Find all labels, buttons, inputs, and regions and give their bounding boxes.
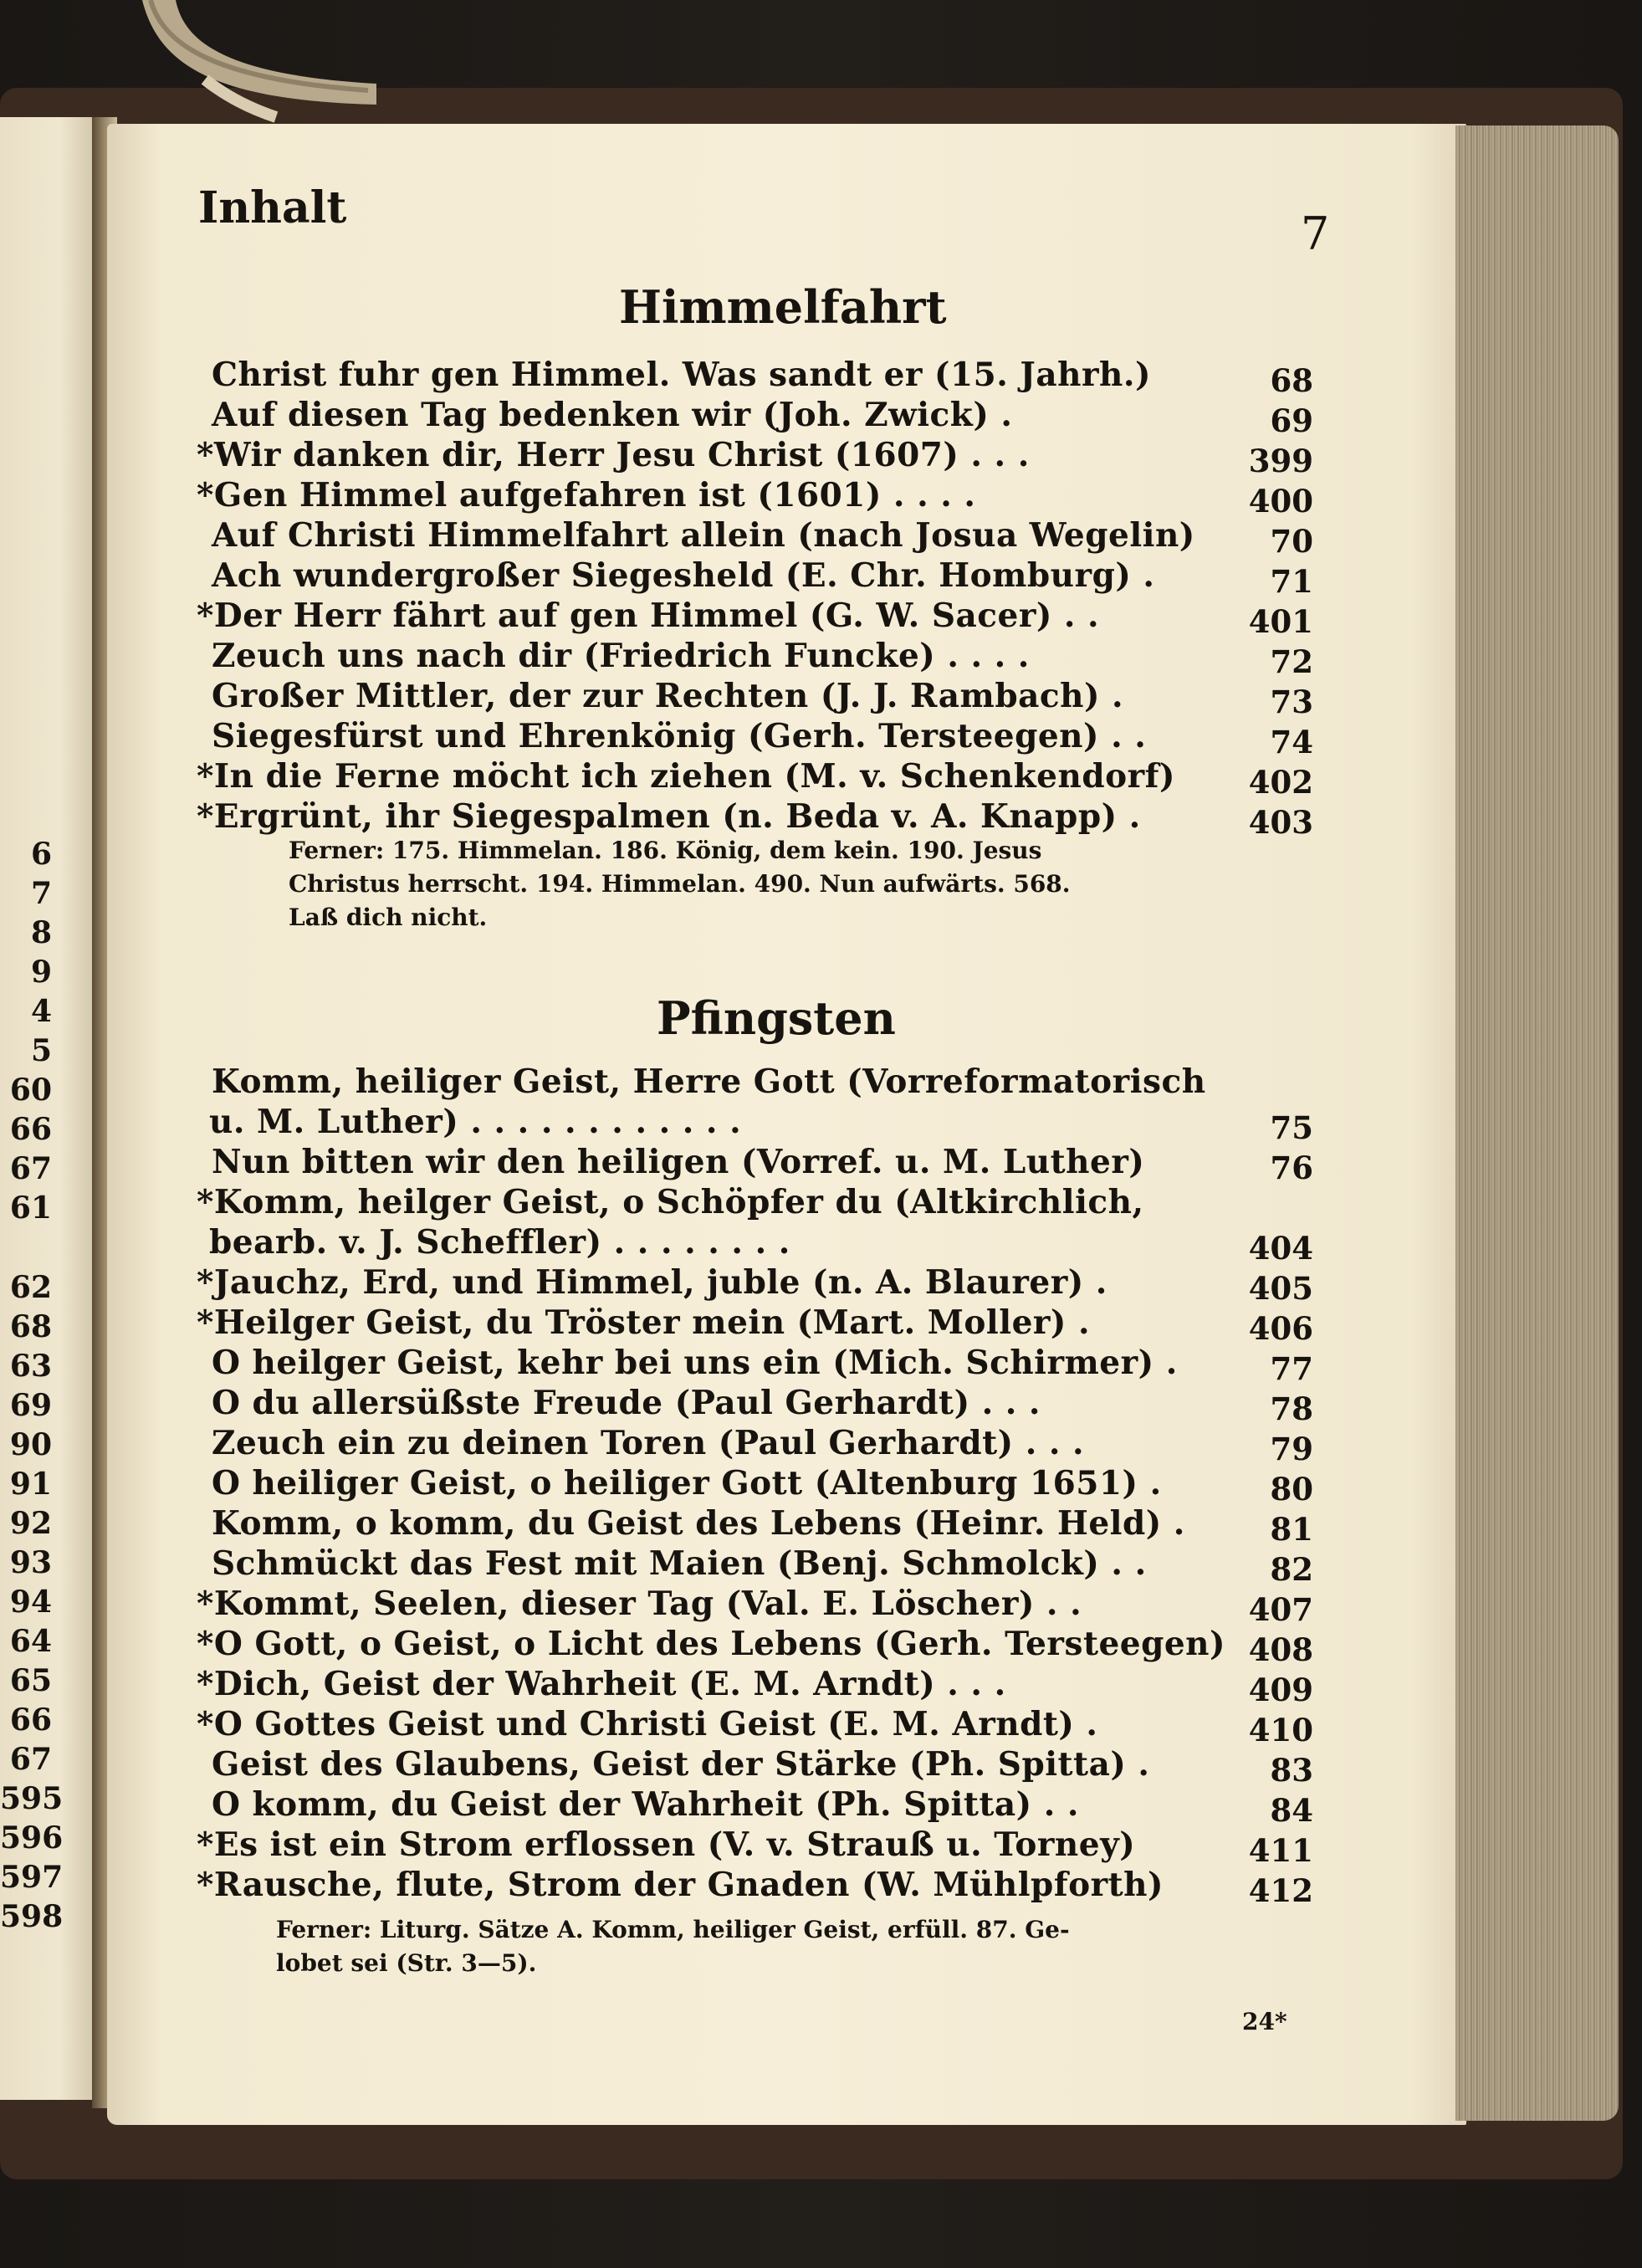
list-item: *Komm, heilger Geist, o Schöpfer du (Altkirchlich, (197, 1183, 1144, 1221)
header-title: Inhalt (198, 182, 347, 233)
left-page-number: 64 (9, 1624, 52, 1659)
list-item: *Kommt, Seelen, dieser Tag (Val. E. Löscher) . . (197, 1585, 1082, 1623)
list-item: u. M. Luther) . . . . . . . . . . . . (209, 1103, 742, 1141)
list-item: Siegesfürst und Ehrenkönig (Gerh. Tersteegen) . . (212, 717, 1147, 755)
list-item: *O Gott, o Geist, o Licht des Lebens (Gerh. Tersteegen) (197, 1625, 1225, 1663)
list-item: O heiliger Geist, o heiliger Gott (Altenburg 1651) . (212, 1464, 1162, 1503)
list-item-page-number: 406 (1248, 1310, 1313, 1347)
list-item: Zeuch ein zu deinen Toren (Paul Gerhardt) . . . (212, 1424, 1085, 1462)
list-item-page-number: 405 (1248, 1270, 1313, 1307)
list-item-page-number: 83 (1270, 1752, 1313, 1789)
left-page-number: 91 (9, 1467, 52, 1502)
page-edges (1455, 125, 1619, 2121)
list-item: Auf Christi Himmelfahrt allein (nach Josua Wegelin) (212, 516, 1195, 555)
list-item-page-number: 72 (1270, 643, 1313, 680)
list-item-page-number: 82 (1270, 1551, 1313, 1588)
ferner-note: Christus herrscht. 194. Himmelan. 490. Nun aufwärts. 568. (289, 870, 1071, 898)
list-item: Nun bitten wir den heiligen (Vorref. u. M. Luther) (212, 1143, 1145, 1181)
list-item-page-number: 69 (1270, 402, 1313, 439)
list-item-page-number: 71 (1270, 563, 1313, 600)
list-item-page-number: 79 (1270, 1431, 1313, 1467)
list-item: Geist des Glaubens, Geist der Stärke (Ph. Spitta) . (212, 1745, 1150, 1784)
left-page-number: 66 (9, 1112, 52, 1147)
left-page-number: 65 (9, 1663, 52, 1698)
list-item-page-number: 84 (1270, 1792, 1313, 1829)
left-page-number: 7 (30, 876, 52, 911)
list-item: *Der Herr fährt auf gen Himmel (G. W. Sacer) . . (197, 596, 1100, 635)
list-item-page-number: 68 (1270, 362, 1313, 399)
left-page-number: 60 (9, 1073, 52, 1108)
left-page-number: 68 (9, 1309, 52, 1344)
list-item: *Gen Himmel aufgefahren ist (1601) . . . . (197, 476, 976, 515)
list-item: Schmückt das Fest mit Maien (Benj. Schmolck) . . (212, 1544, 1147, 1583)
list-item: *Wir danken dir, Herr Jesu Christ (1607) . . . (197, 436, 1030, 474)
left-page-number: 63 (9, 1349, 52, 1384)
list-item: O komm, du Geist der Wahrheit (Ph. Spitta) . . (212, 1785, 1079, 1824)
left-page-number: 61 (9, 1190, 52, 1226)
list-item-page-number: 74 (1270, 724, 1313, 760)
list-item: *Dich, Geist der Wahrheit (E. M. Arndt) . . . (197, 1665, 1006, 1703)
section-title: Pfingsten (657, 991, 896, 1045)
list-item: Christ fuhr gen Himmel. Was sandt er (15. Jahrh.) (212, 356, 1151, 394)
list-item-page-number: 70 (1270, 523, 1313, 560)
section-title: Himmelfahrt (619, 280, 947, 334)
list-item-page-number: 80 (1270, 1471, 1313, 1508)
left-page-number: 69 (9, 1388, 52, 1423)
list-item: *In die Ferne möcht ich ziehen (M. v. Schenkendorf) (197, 757, 1175, 796)
left-page-number: 9 (30, 955, 52, 990)
list-item-page-number: 400 (1248, 483, 1313, 520)
left-page-number: 90 (9, 1427, 52, 1462)
list-item-page-number: 76 (1270, 1149, 1313, 1186)
list-item: Auf diesen Tag bedenken wir (Joh. Zwick) . (212, 396, 1013, 434)
list-item: *Es ist ein Strom erflossen (V. v. Strauß u. Torney) (197, 1825, 1136, 1864)
left-page-number: 93 (9, 1545, 52, 1580)
list-item-page-number: 411 (1248, 1832, 1313, 1869)
signature-mark: 24* (1242, 2008, 1287, 2035)
list-item: Komm, heiliger Geist, Herre Gott (Vorreformatorisch (212, 1062, 1206, 1101)
list-item-page-number: 75 (1270, 1109, 1313, 1146)
ferner-note: lobet sei (Str. 3—5). (276, 1949, 537, 1977)
list-item-page-number: 409 (1248, 1672, 1313, 1708)
list-item: Ach wundergroßer Siegesheld (E. Chr. Homburg) . (212, 556, 1155, 595)
list-item-page-number: 399 (1248, 443, 1313, 479)
list-item-page-number: 407 (1248, 1591, 1313, 1628)
ferner-note: Laß dich nicht. (289, 904, 488, 931)
left-page-number: 8 (30, 915, 52, 950)
left-page-number: 67 (9, 1151, 52, 1186)
left-page-number: 67 (9, 1742, 52, 1777)
list-item-page-number: 73 (1270, 683, 1313, 720)
page-number: 7 (1301, 207, 1330, 260)
list-item: bearb. v. J. Scheffler) . . . . . . . . (209, 1223, 790, 1262)
list-item: *Heilger Geist, du Tröster mein (Mart. Moller) . (197, 1303, 1091, 1342)
list-item-page-number: 404 (1248, 1230, 1313, 1267)
list-item-page-number: 77 (1270, 1350, 1313, 1387)
list-item-page-number: 408 (1248, 1631, 1313, 1668)
left-page-number: 4 (30, 994, 52, 1029)
left-page-number: 66 (9, 1702, 52, 1738)
list-item-page-number: 401 (1248, 603, 1313, 640)
left-page-number: 5 (30, 1033, 52, 1068)
list-item: *Jauchz, Erd, und Himmel, juble (n. A. Blaurer) . (197, 1263, 1107, 1302)
list-item-page-number: 412 (1248, 1872, 1313, 1909)
left-page-number: 94 (9, 1585, 52, 1620)
list-item: Zeuch uns nach dir (Friedrich Funcke) . . . . (212, 637, 1030, 675)
list-item-page-number: 81 (1270, 1511, 1313, 1548)
list-item: *O Gottes Geist und Christi Geist (E. M. Arndt) . (197, 1705, 1098, 1743)
left-page-number: 62 (9, 1270, 52, 1305)
list-item: Komm, o komm, du Geist des Lebens (Heinr. Held) . (212, 1504, 1185, 1543)
left-page-number: 595 (0, 1781, 64, 1816)
left-page-number: 6 (30, 837, 52, 872)
list-item-page-number: 403 (1248, 804, 1313, 841)
bookmark-ribbon (125, 0, 385, 125)
left-page-number: 598 (0, 1899, 64, 1934)
list-item: *Rausche, flute, Strom der Gnaden (W. Mühlpforth) (197, 1866, 1164, 1904)
left-page-number: 597 (0, 1860, 64, 1895)
list-item-page-number: 410 (1248, 1712, 1313, 1748)
list-item-page-number: 78 (1270, 1390, 1313, 1427)
list-item: O heilger Geist, kehr bei uns ein (Mich. Schirmer) . (212, 1344, 1178, 1382)
left-page-number: 92 (9, 1506, 52, 1541)
list-item: O du allersüßste Freude (Paul Gerhardt) . . . (212, 1384, 1041, 1422)
left-page-number: 596 (0, 1820, 64, 1856)
list-item-page-number: 402 (1248, 764, 1313, 801)
list-item: *Ergrünt, ihr Siegespalmen (n. Beda v. A. Knapp) . (197, 797, 1141, 836)
list-item: Großer Mittler, der zur Rechten (J. J. Rambach) . (212, 677, 1124, 715)
ferner-note: Ferner: 175. Himmelan. 186. König, dem kein. 190. Jesus (289, 837, 1042, 864)
ferner-note: Ferner: Liturg. Sätze A. Komm, heiliger Geist, erfüll. 87. Ge- (276, 1916, 1070, 1943)
